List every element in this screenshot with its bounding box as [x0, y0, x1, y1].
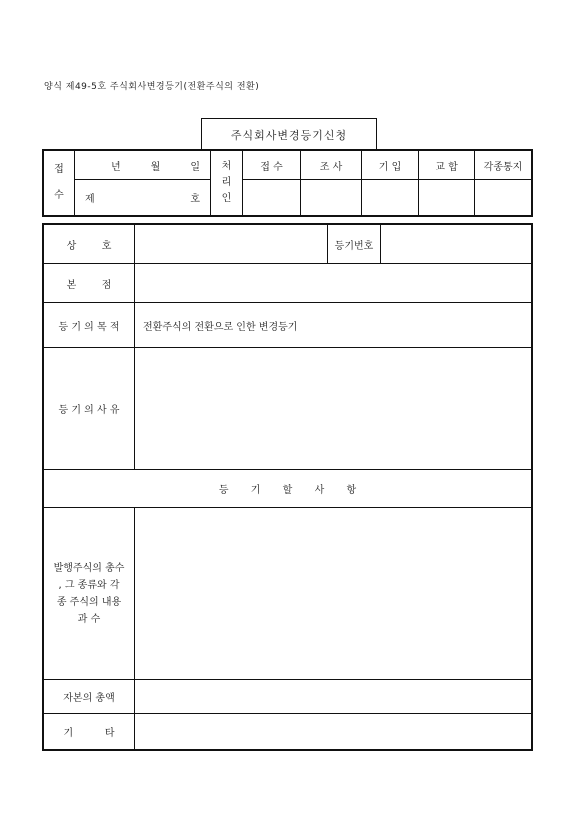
number-suffix: 호 — [190, 194, 200, 205]
header-notices: 각종통지 — [475, 151, 532, 180]
receipt-label-bottom: 수 — [54, 190, 64, 201]
month-label: 월 — [150, 161, 161, 173]
stamp-collation[interactable] — [419, 180, 475, 216]
trade-name-field[interactable] — [135, 225, 328, 264]
reg-number-field[interactable] — [381, 225, 532, 264]
reg-number-label: 등기번호 — [328, 225, 381, 264]
stamp-notices[interactable] — [475, 180, 532, 216]
other-label: 기 타 — [44, 714, 135, 750]
purpose-field[interactable]: 전환주식의 전환으로 인한 변경등기 — [135, 303, 532, 348]
number-prefix: 제 — [85, 194, 95, 205]
trade-name-label: 상 호 — [44, 225, 135, 264]
head-office-label: 본 점 — [44, 264, 135, 303]
header-collation: 교 합 — [419, 151, 475, 180]
receipt-table — [43, 150, 532, 216]
processing-label — [211, 151, 243, 216]
day-label: 일 — [190, 161, 200, 173]
processing-char-3: 인 — [221, 193, 232, 204]
receipt-number[interactable] — [75, 180, 211, 216]
header-receipt: 접 수 — [243, 151, 301, 180]
year-label: 년 — [110, 161, 121, 173]
receipt-date[interactable] — [75, 151, 211, 180]
purpose-label: 등 기 의 목 적 — [44, 303, 135, 348]
capital-label: 자본의 총액 — [44, 680, 135, 714]
shares-label-line-1: 발행주식의 총수 — [53, 562, 125, 574]
main-form-table — [43, 224, 532, 750]
reason-label: 등 기 의 사 유 — [44, 348, 135, 470]
shares-label-line-2: , 그 종류와 각 — [58, 579, 120, 591]
header-entry: 기 입 — [362, 151, 419, 180]
shares-field[interactable] — [135, 508, 532, 680]
form-title: 주식회사변경등기신청 — [201, 118, 377, 150]
capital-field[interactable] — [135, 680, 532, 714]
receipt-label-top: 접 — [54, 164, 64, 175]
shares-label — [44, 508, 135, 680]
stamp-receipt[interactable] — [243, 180, 301, 216]
form-number: 양식 제49-5호 주식회사변경등기(전환주식의 전환) — [44, 82, 260, 92]
shares-label-line-3: 종 주식의 내용 — [56, 596, 122, 608]
reason-field[interactable] — [135, 348, 532, 470]
head-office-field[interactable] — [135, 264, 532, 303]
receipt-label — [44, 151, 75, 216]
other-field[interactable] — [135, 714, 532, 750]
processing-char-1: 처 — [221, 161, 232, 172]
shares-label-line-4: 과 수 — [77, 613, 101, 625]
matters-header: 등 기 할 사 항 — [44, 470, 532, 508]
stamp-review[interactable] — [301, 180, 362, 216]
processing-char-2: 리 — [221, 177, 232, 188]
header-review: 조 사 — [301, 151, 362, 180]
stamp-entry[interactable] — [362, 180, 419, 216]
